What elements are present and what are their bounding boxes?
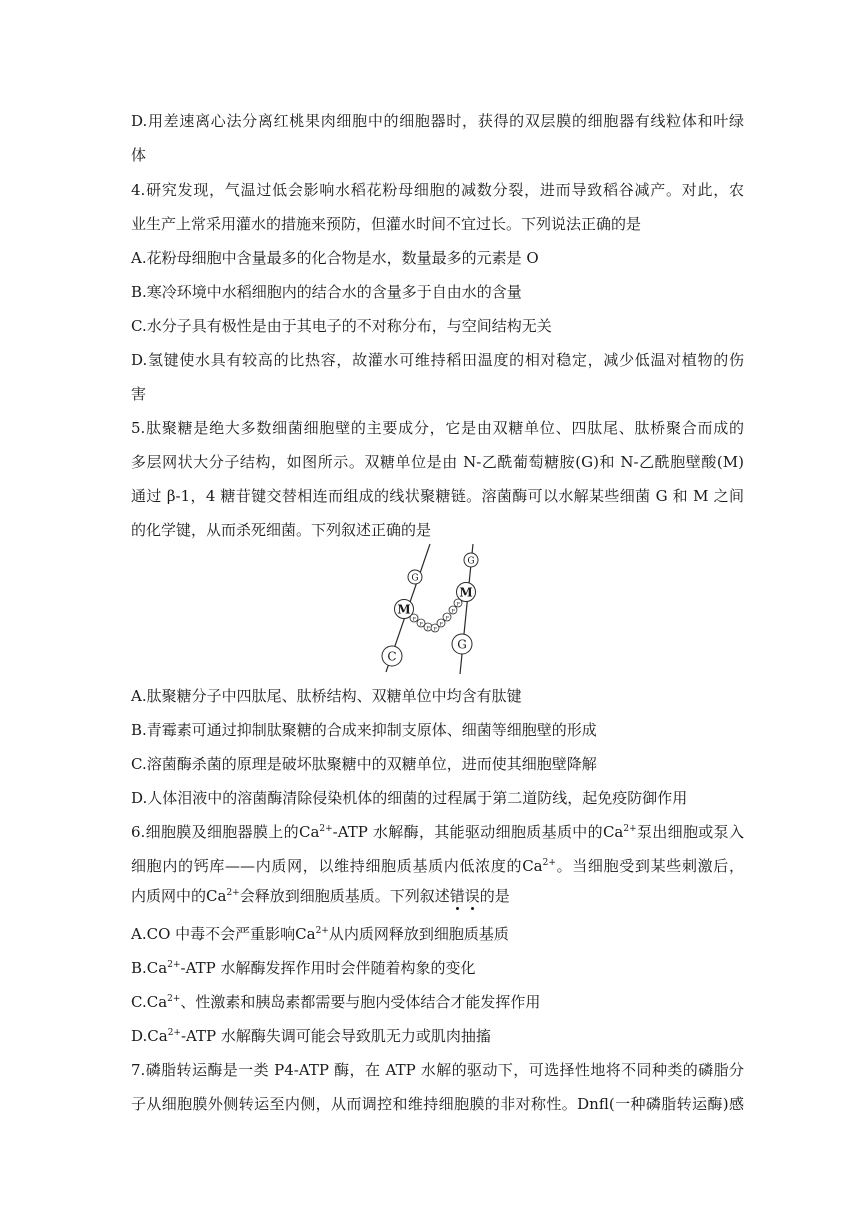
emphasis-char: 误 (464, 887, 480, 905)
q6-option-d (131, 1026, 744, 1046)
q4-option-b: B.寒冷环境中水稻细胞内的结合水的含量多于自由水的含量 (131, 283, 522, 301)
text-run: 细胞内的钙库——内质网，以维持细胞质基质内低浓度的 (131, 857, 523, 875)
g-label: G (457, 637, 467, 652)
peptide-label: P (419, 621, 423, 628)
text-run: 、性激素和胰岛素都需要与胞内受体结合才能发挥作用 (180, 993, 541, 1011)
peptide-label: P (445, 615, 449, 622)
text-run: A.CO 中毒不会严重影响 (131, 925, 296, 943)
q3-option-d-line1: D.用差速离心法分离红桃果肉细胞中的细胞器时，获得的双层膜的细胞器有线粒体和叶绿 (131, 112, 744, 130)
text-run: 。当细胞受到某些刺激后， (555, 857, 744, 875)
m-label: M (459, 585, 473, 600)
q5-option-b: B.青霉素可通过抑制肽聚糖的合成来抑制支原体、细菌等细胞壁的形成 (131, 721, 597, 739)
ion-symbol: Ca (298, 823, 320, 841)
q5-stem-line1: 5.肽聚糖是绝大多数细菌细胞壁的主要成分，它是由双糖单位、四肽尾、肽桥聚合而成的 (131, 419, 744, 437)
q6-stem-line3 (131, 886, 744, 906)
text-run: C. (131, 993, 147, 1011)
ion-charge: 2+ (319, 824, 333, 834)
ion-symbol: Ca (146, 959, 168, 977)
text-run: 泵出细胞或泵入 (636, 823, 744, 841)
q4-option-a: A.花粉母细胞中含量最多的化合物是水，数量最多的元素是 O (131, 249, 539, 267)
ion-charge: 2+ (167, 960, 181, 970)
q4-option-d-line2: 害 (131, 385, 147, 403)
q4-option-d-line1: D.氢键使水具有较高的比热容，故灌水可维持稻田温度的相对稳定，减少低温对植物的伤 (131, 351, 744, 369)
ion-symbol: Ca (602, 823, 624, 841)
q5-option-a: A.肽聚糖分子中四肽尾、肽桥结构、双糖单位中均含有肽键 (131, 687, 522, 705)
ion-symbol: Ca (206, 887, 227, 905)
q7-stem-line1: 7.磷脂转运酶是一类 P4-ATP 酶，在 ATP 水解的驱动下，可选择性地将不同种类的磷脂分 (131, 1061, 744, 1079)
q6-option-b (131, 958, 744, 978)
peptide-label: P (412, 616, 416, 623)
text-run: 从内质网释放到细胞质基质 (328, 925, 509, 943)
q5-stem-line2: 多层网状大分子结构，如图所示。双糖单位是由 N-乙酰葡萄糖胺(G)和 N-乙酰胞壁酸(M) (131, 453, 744, 471)
g-label: G (467, 556, 475, 567)
peptide-label: P (451, 608, 455, 615)
peptide-label: P (433, 626, 437, 633)
text-run: -ATP 水解酶失调可能会导致肌无力或肌肉抽搐 (180, 1027, 491, 1045)
text-run: 6.细胞膜及细胞器膜上的 (131, 823, 299, 841)
q4-stem-line2: 业生产上常采用灌水的措施来预防，但灌水时间不宜过长。下列说法正确的是 (131, 215, 642, 233)
q4-option-c: C.水分子具有极性是由于其电子的不对称分布，与空间结构无关 (131, 317, 552, 335)
q6-option-a (131, 924, 744, 944)
q5-option-d: D.人体泪液中的溶菌酶清除侵染机体的细菌的过程属于第二道防线，起免疫防御作用 (131, 789, 688, 807)
peptide-label: P (439, 621, 443, 628)
text-run: B. (131, 959, 147, 977)
c-label: C (387, 649, 397, 664)
text-run: 会释放到细胞质基质。下列叙述 (239, 887, 450, 905)
q6-stem-line1 (131, 822, 744, 842)
q6-stem-line2 (131, 856, 744, 876)
ion-symbol: Ca (295, 925, 316, 943)
peptide-label: P (456, 601, 460, 608)
q4-stem-line1: 4.研究发现，气温过低会影响水稻花粉母细胞的减数分裂，进而导致稻谷减产。对此，农 (131, 181, 744, 199)
m-label: M (397, 602, 411, 617)
g-label: G (411, 573, 419, 584)
text-run: D. (131, 1027, 148, 1045)
peptidoglycan-figure (370, 540, 500, 675)
q3-option-d-line2: 体 (131, 146, 147, 164)
ion-charge: 2+ (226, 888, 240, 898)
emphasis-char: 错 (449, 887, 465, 905)
text-run: 的是 (479, 887, 510, 905)
text-run: -ATP 水解酶，其能驱动细胞质基质中的 (332, 823, 603, 841)
ion-symbol: Ca (146, 993, 168, 1011)
ion-charge: 2+ (315, 926, 329, 936)
q7-stem-line2: 子从细胞膜外侧转运至内侧，从而调控和维持细胞膜的非对称性。Dnfl(一种磷脂转运酶)感 (131, 1095, 744, 1113)
peptide-label: P (426, 625, 430, 632)
text-run: -ATP 水解酶发挥作用时会伴随着构象的变化 (180, 959, 476, 977)
ion-charge: 2+ (167, 1028, 181, 1038)
q6-option-c (131, 992, 744, 1012)
q5-option-c: C.溶菌酶杀菌的原理是破坏肽聚糖中的双糖单位，进而使其细胞壁降解 (131, 755, 597, 773)
ion-charge: 2+ (623, 824, 637, 834)
q5-stem-line4: 的化学键，从而杀死细菌。下列叙述正确的是 (131, 521, 432, 539)
ion-charge: 2+ (542, 858, 556, 868)
ion-symbol: Ca (147, 1027, 168, 1045)
ion-charge: 2+ (167, 994, 181, 1004)
text-run: 内质网中的 (131, 887, 207, 905)
q5-stem-line3: 通过 β-1，4 糖苷键交替相连而组成的线状聚糖链。溶菌酶可以水解某些细菌 G 和 M 之间 (131, 487, 744, 505)
ion-symbol: Ca (522, 857, 543, 875)
